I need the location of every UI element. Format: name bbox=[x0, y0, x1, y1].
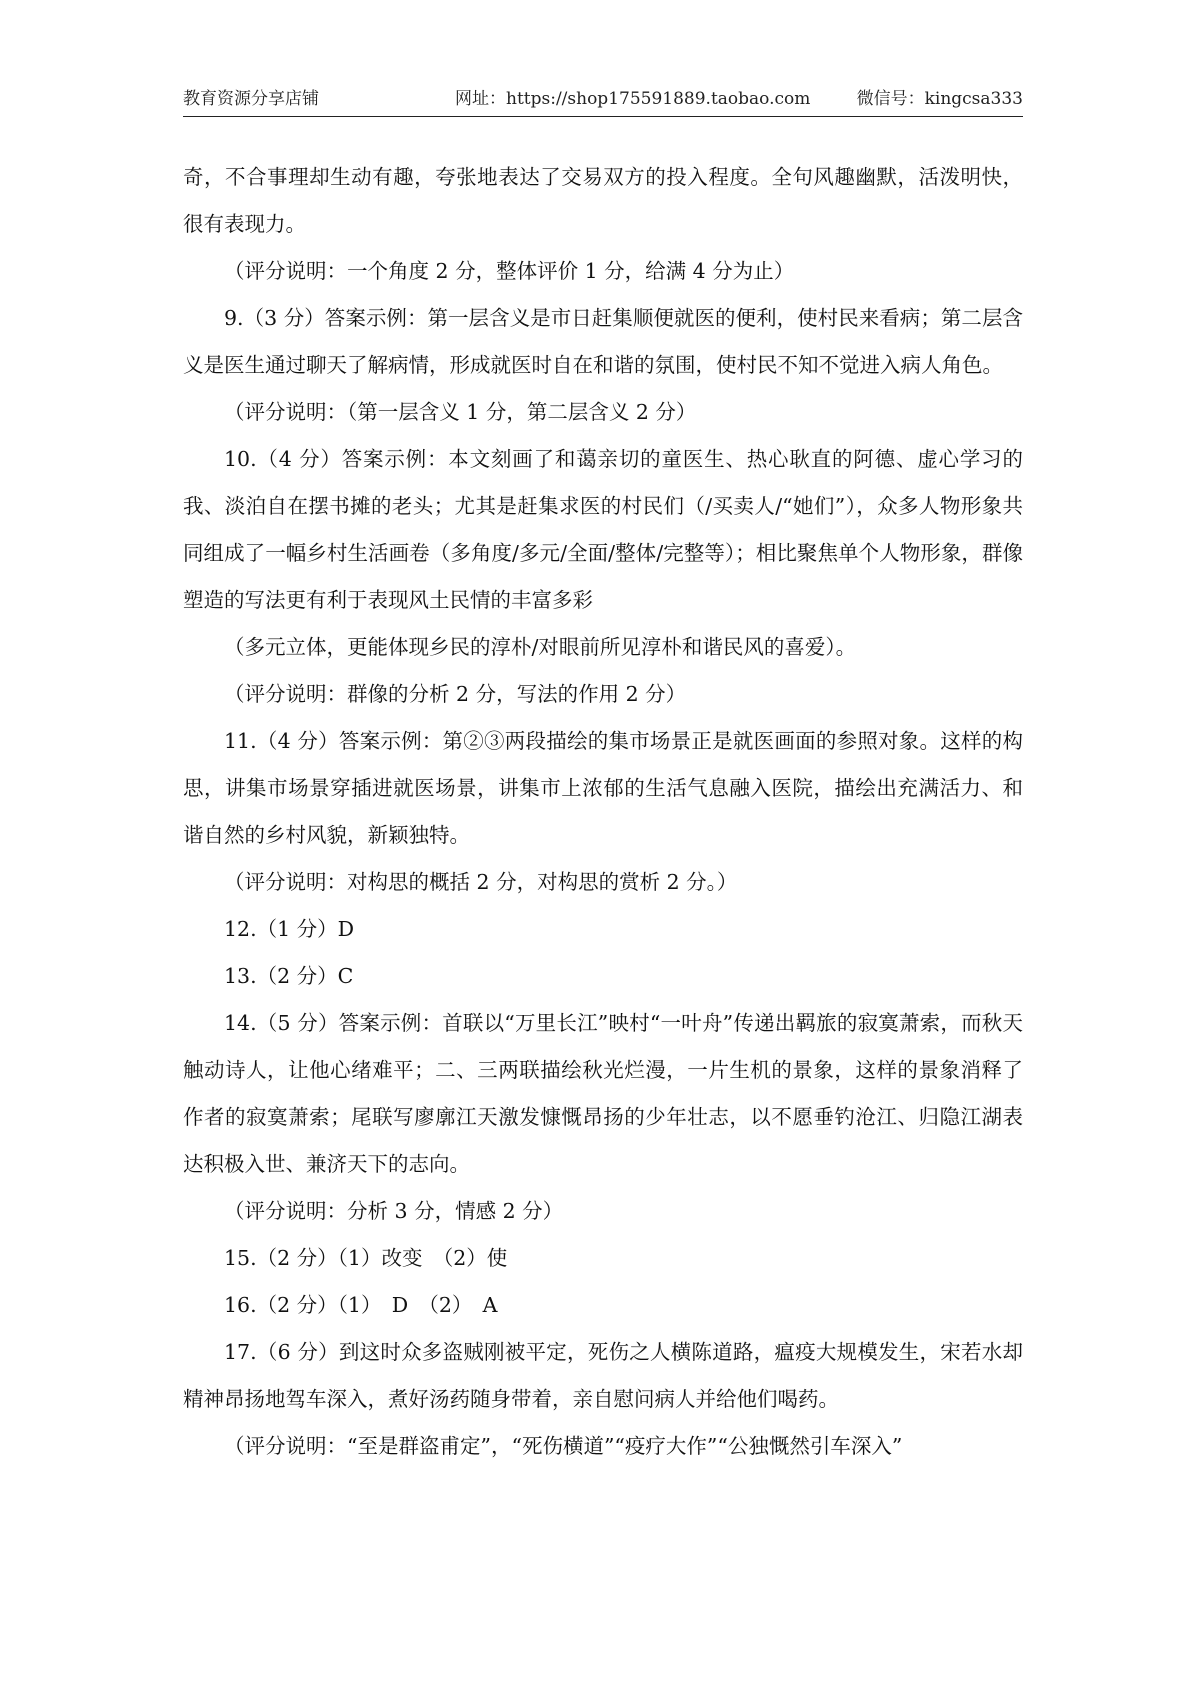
answer-10: 10.（4 分）答案示例：本文刻画了和蔼亲切的童医生、热心耿直的阿德、虚心学习的我、淡泊自在摆书摊的老头；尤其是赶集求医的村民们（/买卖人/“她们”），众多人物形象共同组成了一幅乡村生活画卷（多角度/多元/全面/整体/完整等）；相比聚焦单个人物形象，群像塑造的写法更有利于表现风土民情的丰富多彩 bbox=[183, 447, 1023, 612]
answer-17: 17.（6 分）到这时众多盗贼刚被平定，死伤之人横陈道路，瘟疫大规模发生，宋若水却精神昂扬地驾车深入，煮好汤药随身带着，亲自慰问病人并给他们喝药。 bbox=[183, 1340, 1023, 1411]
page-header bbox=[183, 86, 1023, 112]
header-divider bbox=[183, 116, 1023, 117]
answer-13: 13.（2 分）C bbox=[224, 964, 354, 988]
header-url[interactable]: 网址：https://shop175591889.taobao.com bbox=[455, 89, 811, 109]
answer-16: 16.（2 分）（1） D （2） A bbox=[224, 1293, 498, 1317]
scoring-note: （评分说明：“至是群盗甫定”，“死伤横道”“疫疗大作”“公独慨然引车深入” bbox=[224, 1434, 903, 1458]
scoring-note: （评分说明：群像的分析 2 分，写法的作用 2 分） bbox=[224, 682, 687, 706]
answer-15: 15.（2 分）（1）改变 （2）使 bbox=[224, 1246, 508, 1270]
answer-9: 9.（3 分）答案示例：第一层含义是市日赶集顺便就医的便利，使村民来看病；第二层含义是医生通过聊天了解病情，形成就医时自在和谐的氛围，使村民不知不觉进入病人角色。 bbox=[183, 306, 1023, 377]
header-wechat: 微信号：kingcsa333 bbox=[856, 89, 1023, 109]
answer-14: 14.（5 分）答案示例：首联以“万里长江”映村“一叶舟”传递出羁旅的寂寞萧索，而秋天触动诗人，让他心绪难平；二、三两联描绘秋光烂漫，一片生机的景象，这样的景象消释了作者的寂寞萧索；尾联写廖廓江天激发慷慨昂扬的少年壮志，以不愿垂钓沧江、归隐江湖表达积极入世、兼济天下的志向。 bbox=[183, 1011, 1023, 1176]
scoring-note: （评分说明：（第一层含义 1 分，第二层含义 2 分） bbox=[224, 400, 697, 424]
scoring-note: （评分说明：一个角度 2 分，整体评价 1 分，给满 4 分为止） bbox=[224, 259, 795, 283]
answer-12: 12.（1 分）D bbox=[224, 917, 355, 941]
answer-11: 11.（4 分）答案示例：第②③两段描绘的集市场景正是就医画面的参照对象。这样的构思，讲集市场景穿插进就医场景，讲集市上浓郁的生活气息融入医院，描绘出充满活力、和谐自然的乡村风貌，新颖独特。 bbox=[183, 729, 1023, 847]
header-shop-name: 教育资源分享店铺 bbox=[183, 89, 319, 109]
scoring-note: （评分说明：分析 3 分，情感 2 分） bbox=[224, 1199, 564, 1223]
answer-content bbox=[183, 154, 1023, 1470]
paragraph-continuation: 奇，不合事理却生动有趣，夸张地表达了交易双方的投入程度。全句风趣幽默，活泼明快，很有表现力。 bbox=[183, 165, 1023, 236]
scoring-note: （评分说明：对构思的概括 2 分，对构思的赏析 2 分。） bbox=[224, 870, 738, 894]
answer-10-supplement: （多元立体，更能体现乡民的淳朴/对眼前所见淳朴和谐民风的喜爱）。 bbox=[224, 635, 857, 659]
